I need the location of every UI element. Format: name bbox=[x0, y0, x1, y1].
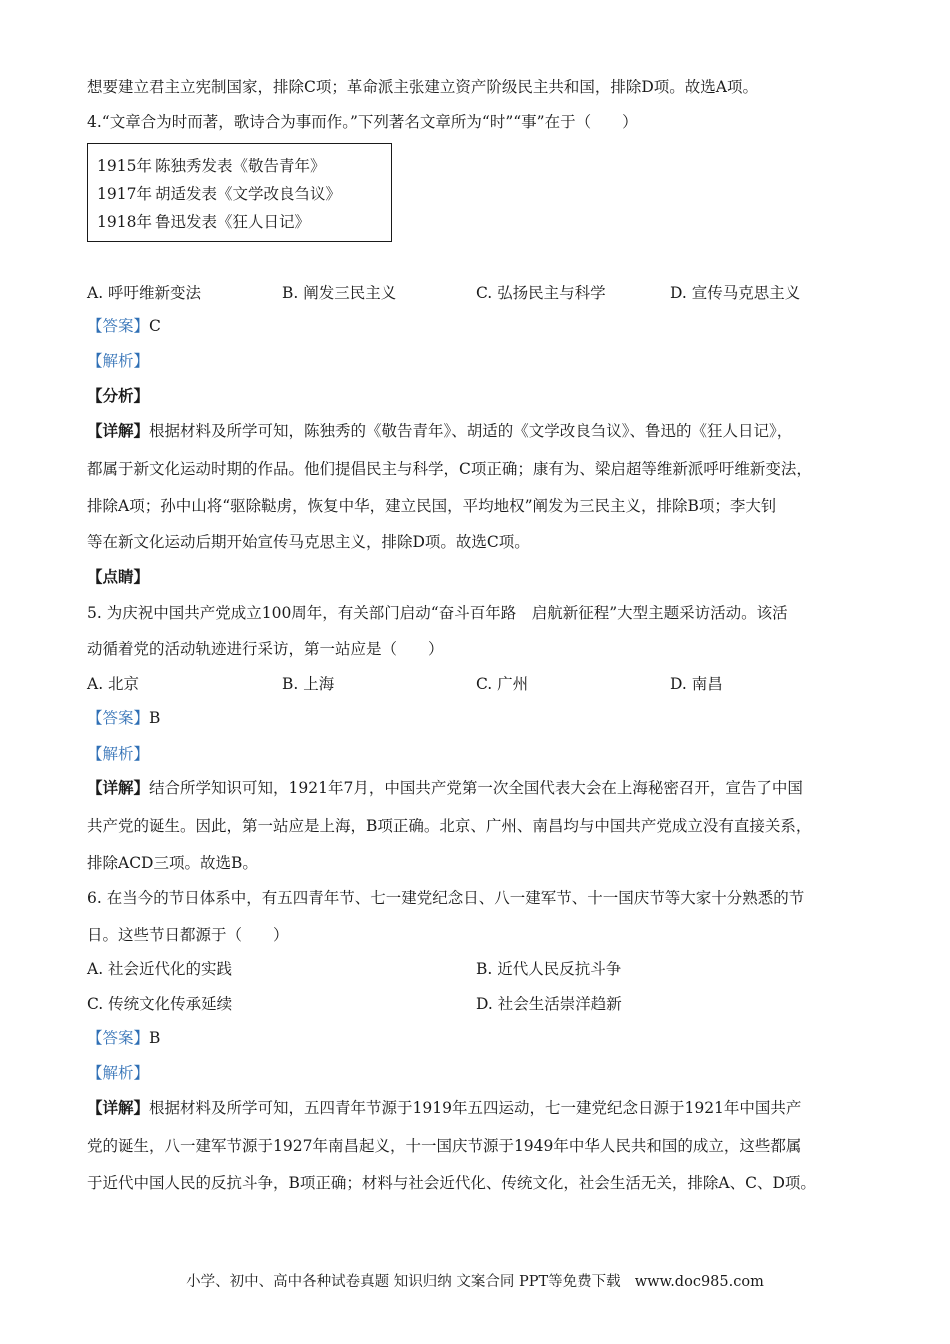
answer-value: B bbox=[149, 1029, 161, 1047]
q5-option-d: D. 南昌 bbox=[670, 675, 723, 693]
q4-answer bbox=[87, 316, 161, 336]
material-year: 1918年 bbox=[97, 213, 152, 231]
q6-option-c: C. 传统文化传承延续 bbox=[87, 995, 233, 1013]
q6-detail-line bbox=[87, 1098, 801, 1118]
q4-option-b: B. 阐发三民主义 bbox=[282, 284, 397, 302]
q5-option-b: B. 上海 bbox=[282, 675, 335, 693]
answer-tag: 【答案】 bbox=[87, 1029, 150, 1047]
material-year: 1915年 bbox=[97, 157, 152, 175]
q5-detail-line: 共产党的诞生。因此，第一站应是上海，B项正确。北京、广州、南昌均与中国共产党成立没有直接关系， bbox=[87, 817, 812, 835]
q4-detail-line: 都属于新文化运动时期的作品。他们提倡民主与科学，C项正确；康有为、梁启超等维新派呼吁维新变法， bbox=[87, 460, 812, 478]
material-row bbox=[97, 208, 391, 236]
q4-option-a: A. 呼吁维新变法 bbox=[87, 284, 202, 302]
material-text: 胡适发表《文学改良刍议》 bbox=[155, 185, 342, 203]
q5-stem-line: 5. 为庆祝中国共产党成立100周年，有关部门启动“奋斗百年路 启航新征程”大型主题采访活动。该活 bbox=[87, 604, 788, 622]
material-year: 1917年 bbox=[97, 185, 152, 203]
q5-answer bbox=[87, 708, 160, 728]
q4-dianjing-tag: 【点睛】 bbox=[87, 567, 150, 586]
q6-option-d: D. 社会生活崇洋趋新 bbox=[476, 995, 622, 1013]
q6-stem-line: 6. 在当今的节日体系中，有五四青年节、七一建党纪念日、八一建军节、十一国庆节等大家十分熟悉的节 bbox=[87, 889, 805, 907]
detail-tag: 【详解】 bbox=[87, 778, 150, 797]
q4-fenxi-tag: 【分析】 bbox=[87, 386, 150, 405]
detail-tag: 【详解】 bbox=[87, 1098, 150, 1117]
q4-detail-line: 等在新文化运动后期开始宣传马克思主义，排除D项。故选C项。 bbox=[87, 533, 530, 551]
answer-value: B bbox=[149, 709, 161, 727]
detail-text: 根据材料及所学可知，陈独秀的《敬告青年》、胡适的《文学改良刍议》、鲁迅的《狂人日记》， bbox=[149, 422, 793, 440]
answer-tag: 【答案】 bbox=[87, 317, 150, 335]
q4-detail-line bbox=[87, 421, 792, 441]
footer-text: 小学、初中、高中各种试卷真题 知识归纳 文案合同 PPT等免费下载 bbox=[186, 1274, 621, 1290]
q4-option-d: D. 宣传马克思主义 bbox=[670, 284, 801, 302]
page-footer bbox=[0, 1270, 950, 1291]
answer-value: C bbox=[149, 317, 161, 335]
q6-stem-line: 日。这些节日都源于（ ） bbox=[87, 926, 289, 944]
q6-detail-line: 党的诞生，八一建军节源于1927年南昌起义，十一国庆节源于1949年中华人民共和国的成立，这些都属 bbox=[87, 1137, 802, 1155]
q5-detail-line: 排除ACD三项。故选B。 bbox=[87, 854, 258, 872]
carryover-line: 想要建立君主立宪制国家，排除C项；革命派主张建立资产阶级民主共和国，排除D项。故选A项。 bbox=[87, 78, 758, 96]
q5-stem-line: 动循着党的活动轨迹进行采访，第一站应是（ ） bbox=[87, 640, 444, 658]
q4-jiexi-tag: 【解析】 bbox=[87, 352, 150, 370]
q5-option-c: C. 广州 bbox=[476, 675, 529, 693]
detail-text: 结合所学知识可知，1921年7月，中国共产党第一次全国代表大会在上海秘密召开，宣告了中国 bbox=[149, 779, 803, 797]
q4-option-c: C. 弘扬民主与科学 bbox=[476, 284, 606, 302]
answer-tag: 【答案】 bbox=[87, 709, 150, 727]
q6-option-a: A. 社会近代化的实践 bbox=[87, 960, 233, 978]
q5-detail-line bbox=[87, 778, 803, 798]
q6-option-b: B. 近代人民反抗斗争 bbox=[476, 960, 622, 978]
q5-option-a: A. 北京 bbox=[87, 675, 140, 693]
footer-url[interactable]: www.doc985.com bbox=[634, 1274, 764, 1290]
q5-jiexi-tag: 【解析】 bbox=[87, 745, 150, 763]
material-text: 鲁迅发表《狂人日记》 bbox=[155, 213, 311, 231]
q6-detail-line: 于近代中国人民的反抗斗争，B项正确；材料与社会近代化、传统文化，社会生活无关，排除A、C、D项。 bbox=[87, 1174, 816, 1192]
material-row bbox=[97, 152, 391, 180]
q6-jiexi-tag: 【解析】 bbox=[87, 1064, 150, 1082]
material-row bbox=[97, 180, 391, 208]
q6-answer bbox=[87, 1028, 160, 1048]
material-text: 陈独秀发表《敬告青年》 bbox=[155, 157, 326, 175]
q4-detail-line: 排除A项；孙中山将“驱除鞑虏，恢复中华，建立民国，平均地权”阐发为三民主义，排除B项；李大钊 bbox=[87, 497, 777, 515]
q4-stem: 4.“文章合为时而著，歌诗合为事而作。”下列著名文章所为“时”“事”在于（ ） bbox=[87, 113, 638, 131]
q4-material-box bbox=[87, 143, 392, 242]
detail-tag: 【详解】 bbox=[87, 421, 150, 440]
detail-text: 根据材料及所学可知，五四青年节源于1919年五四运动，七一建党纪念日源于1921年中国共产 bbox=[149, 1099, 802, 1117]
